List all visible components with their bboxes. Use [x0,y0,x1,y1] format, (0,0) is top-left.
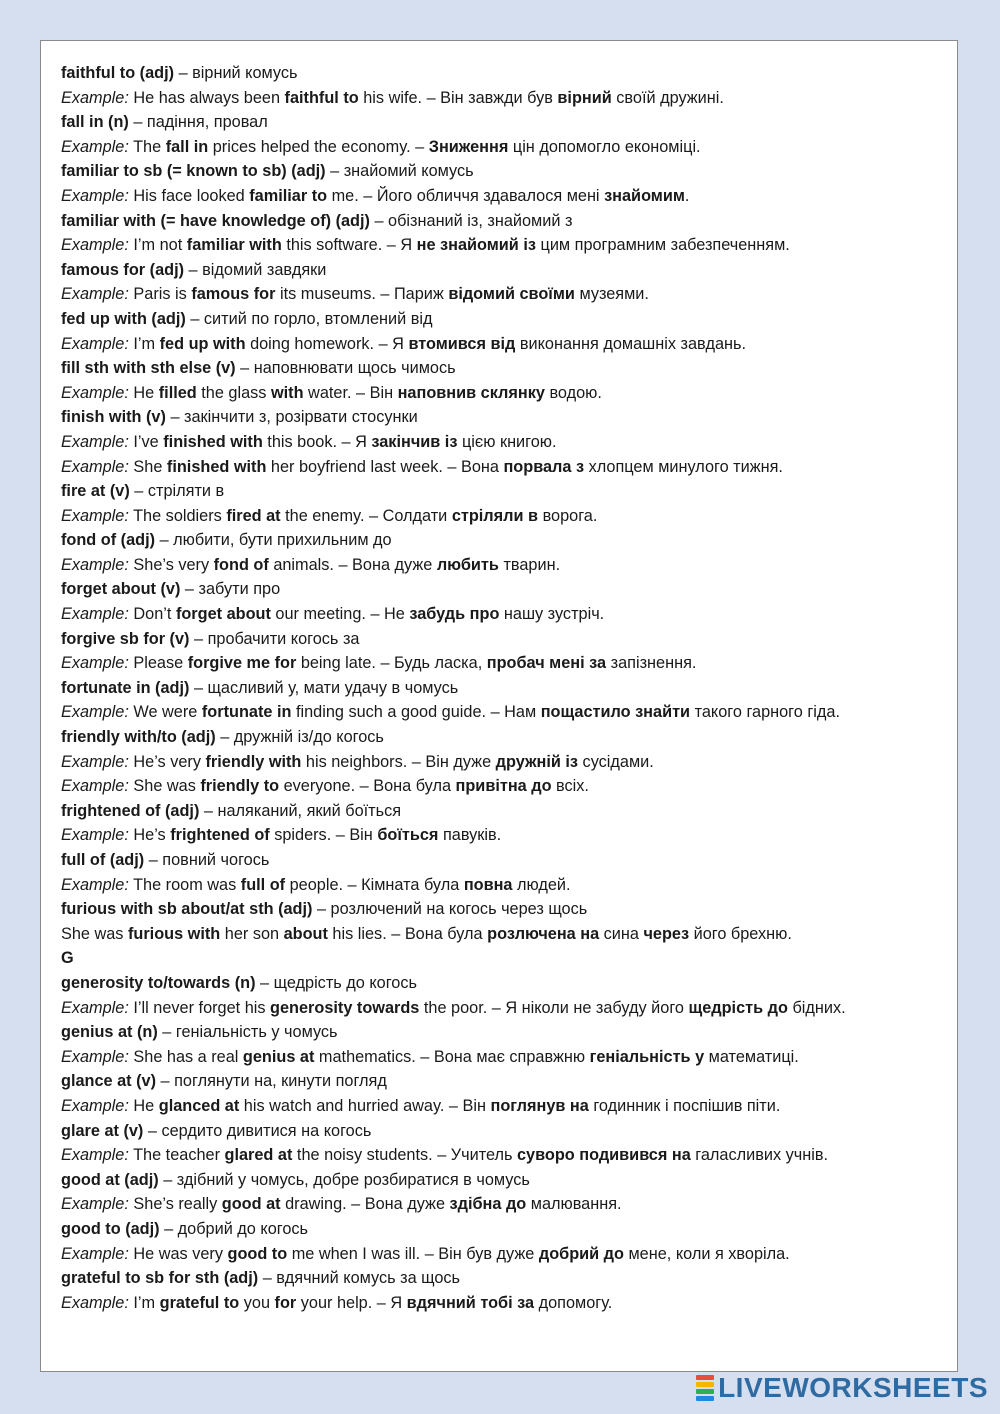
logo-stripe [696,1396,714,1401]
text-segment: people. – Кімната була [285,875,464,894]
example-line [61,750,947,775]
entry-line [61,946,947,971]
text-segment: – падіння, провал [128,113,268,132]
bold-term: fond of [213,555,269,574]
text-segment: We were [128,703,202,722]
text-segment: this software. – Я [281,236,417,255]
text-segment: запізнення. [606,654,697,673]
text-segment: his wife. – Він завжди був [358,88,558,107]
bold-term: забудь про [409,605,500,624]
example-label: Example: [61,1146,129,1165]
example-label: Example: [61,334,129,353]
text-segment: виконання домашніх завдань. [515,334,747,353]
bold-term: frightened of (adj) [61,801,200,820]
text-segment: Paris is [128,285,192,304]
text-segment: – здібний у чомусь, добре розбиратися в чомусь [158,1170,530,1189]
text-segment: – розлючений на когось через щось [312,900,588,919]
bold-term: щедрість до [688,998,788,1017]
bold-term: good to [227,1244,288,1263]
example-line [61,823,947,848]
bold-term: fire at (v) [61,482,130,501]
bold-term: G [61,949,74,968]
text-segment: its museums. – Париж [275,285,449,304]
text-segment: – обізнаний із, знайомий з [369,211,573,230]
text-segment: He has always been [128,88,285,107]
example-label: Example: [61,1096,129,1115]
bold-term: good at [221,1195,281,1214]
logo-stripe [696,1389,714,1394]
text-segment: – дружній із/до когось [215,728,384,747]
bold-term: fed up with (adj) [61,309,186,328]
bold-term: здібна до [449,1195,527,1214]
text-segment: She [128,457,167,476]
text-segment: her son [220,924,284,943]
bold-term: generosity to/towards (n) [61,973,256,992]
example-label: Example: [61,137,129,156]
text-segment: бідних. [787,998,846,1017]
example-label: Example: [61,186,129,205]
entry-line [61,159,947,184]
text-segment: She’s really [128,1195,222,1214]
entry-line [61,897,947,922]
text-segment: . [684,186,690,205]
text-segment: He’s [128,826,171,845]
bold-term: forget about [175,605,271,624]
entry-line [61,725,947,750]
example-line [61,86,947,111]
text-segment: Don’t [128,605,176,624]
example-line [61,602,947,627]
bold-term: fill sth with sth else (v) [61,359,236,378]
example-line [61,1242,947,1267]
example-line [61,504,947,529]
text-segment: His face looked [128,186,250,205]
text-segment: The [128,137,166,156]
entry-line [61,1069,947,1094]
text-segment: drawing. – Вона дуже [280,1195,450,1214]
entry-line [61,848,947,873]
text-segment: математиці. [704,1047,799,1066]
bold-term: вірний [557,88,612,107]
bold-term: геніальність у [589,1047,705,1066]
vocabulary-list [61,61,947,1315]
bold-term: fired at [226,506,281,525]
text-segment: I’ll never forget his [128,998,271,1017]
text-segment: everyone. – Вона була [279,777,456,796]
bold-term: good to (adj) [61,1219,160,1238]
text-segment: галасливих учнів. [690,1146,829,1165]
text-segment: – щедрість до когось [255,973,417,992]
bold-term: familiar with [186,236,282,255]
text-segment: павуків. [438,826,502,845]
text-segment: – наляканий, який боїться [199,801,402,820]
bold-term: furious with [127,924,221,943]
bold-term: finished with [163,432,263,451]
text-segment: – щасливий у, мати удачу в чомусь [189,678,459,697]
bold-term: fortunate in [201,703,292,722]
bold-term: friendly with/to (adj) [61,728,216,747]
bold-term: fall in (n) [61,113,129,132]
text-segment: the glass [196,383,271,402]
example-line [61,651,947,676]
text-segment: water. – Він [303,383,398,402]
bold-term: дружній із [495,752,579,771]
entry-line [61,110,947,135]
text-segment: малювання. [526,1195,622,1214]
text-segment: He [128,383,159,402]
example-line [61,233,947,258]
bold-term: frightened of [170,826,270,845]
bold-term: привітна до [455,777,552,796]
example-line [61,430,947,455]
example-line [61,553,947,578]
text-segment: – відомий завдяки [184,260,327,279]
text-segment: She was [61,924,128,943]
text-segment: this book. – Я [262,432,372,451]
text-segment: музеями. [574,285,649,304]
text-segment: I’ve [128,432,164,451]
entry-line [61,676,947,701]
bold-term: glared at [224,1146,293,1165]
text-segment: – пробачити когось за [189,629,360,648]
text-segment: всіх. [551,777,589,796]
bold-term: glance at (v) [61,1072,157,1091]
bold-term: full of (adj) [61,851,145,869]
text-segment: prices helped the economy. – [208,137,429,156]
bold-term: familiar to sb (= known to sb) (adj) [61,162,326,181]
bold-term: about [283,924,328,943]
bold-term: Зниження [428,137,509,156]
text-segment: you [239,1293,275,1312]
entry-line [61,971,947,996]
example-label: Example: [61,1244,129,1263]
bold-term: любить [436,555,499,574]
text-segment: his neighbors. – Він дуже [301,752,496,771]
bold-term: forgive sb for (v) [61,629,190,648]
bold-term: famous for [191,285,276,304]
bold-term: розлючена на [487,924,600,943]
text-segment: animals. – Вона дуже [268,555,437,574]
text-segment: тварин. [498,555,561,574]
text-segment: – повний чогось [144,851,270,869]
text-segment: – добрий до когось [159,1219,309,1238]
bold-term: glanced at [158,1096,240,1115]
bold-term: glare at (v) [61,1121,144,1140]
example-label: Example: [61,752,129,771]
example-label: Example: [61,826,129,845]
text-segment: The soldiers [128,506,227,525]
example-line [61,455,947,480]
text-segment: doing homework. – Я [245,334,409,353]
text-segment: – наповнювати щось чимось [235,359,456,378]
bold-term: суворо подивився на [517,1146,691,1165]
text-segment: – закінчити з, розірвати стосунки [165,408,418,427]
text-segment: годинник і поспішив піти. [588,1096,781,1115]
text-segment: He’s very [128,752,206,771]
bold-term: grateful to [159,1293,240,1312]
text-segment: – забути про [180,580,281,599]
bold-term: пощастило знайти [540,703,691,722]
text-segment: водою. [544,383,602,402]
example-label: Example: [61,875,129,894]
text-segment: – геніальність у чомусь [157,1023,338,1042]
bold-term: відомий своїми [448,285,575,304]
text-segment: The room was [128,875,241,894]
bold-term: furious with sb about/at sth (adj) [61,900,313,919]
text-segment: – вірний комусь [174,64,298,82]
example-line [61,873,947,898]
bold-term: faithful to (adj) [61,64,175,82]
entry-line [61,61,947,86]
bold-term: friendly to [200,777,280,796]
example-label: Example: [61,703,129,722]
bold-term: familiar to [249,186,328,205]
entry-line [61,1266,947,1291]
example-label: Example: [61,432,129,451]
bold-term: grateful to sb for sth (adj) [61,1269,259,1288]
example-label: Example: [61,1293,129,1312]
text-segment: нашу зустріч. [499,605,605,624]
footer-brand [696,1372,988,1404]
text-segment: He [128,1096,159,1115]
text-segment: – вдячний комусь за щось [258,1269,461,1288]
example-label: Example: [61,88,129,107]
example-line [61,700,947,725]
text-segment: I’m [128,334,160,353]
bold-term: fortunate in (adj) [61,678,190,697]
text-segment: I’m [128,1293,160,1312]
bold-term: generosity towards [270,998,420,1017]
text-segment: сина [599,924,644,943]
bold-term: порвала з [503,457,585,476]
bold-term: знайомим [604,186,685,205]
example-label: Example: [61,457,129,476]
text-segment: цим програмним забезпеченням. [535,236,790,255]
text-segment: finding such a good guide. – Нам [291,703,541,722]
bold-term: стріляли в [451,506,539,525]
entry-line [61,1168,947,1193]
bold-term: good at (adj) [61,1170,159,1189]
bold-term: full of [240,875,286,894]
entry-line [61,1119,947,1144]
text-segment: She’s very [128,555,214,574]
bold-term: with [270,383,304,402]
text-segment: her boyfriend last week. – Вона [266,457,504,476]
bold-term: forgive me for [187,654,297,673]
entry-line [61,922,947,947]
text-segment: being late. – Будь ласка, [296,654,487,673]
text-segment: допомогу. [534,1293,613,1312]
text-segment: mathematics. – Вона має справжню [314,1047,590,1066]
text-segment: цін допомогло економіці. [508,137,701,156]
text-segment: spiders. – Він [269,826,378,845]
bold-term: добрий до [538,1244,624,1263]
worksheet-page [40,40,958,1372]
entry-line [61,1020,947,1045]
example-label: Example: [61,654,129,673]
example-line [61,184,947,209]
example-line [61,996,947,1021]
entry-line [61,627,947,652]
text-segment: me. – Його обличчя здавалося мені [327,186,605,205]
text-segment: – ситий по горло, втомлений від [185,309,433,328]
example-label: Example: [61,777,129,796]
text-segment: the noisy students. – Учитель [292,1146,517,1165]
text-segment: his lies. – Вона була [327,924,488,943]
bold-term: поглянув на [490,1096,589,1115]
text-segment: me when I was ill. – Він був дуже [287,1244,539,1263]
bold-term: боїться [377,826,439,845]
bold-term: пробач мені за [486,654,607,673]
bold-term: familiar with (= have knowledge of) (adj) [61,211,370,230]
text-segment: хлопцем минулого тижня. [584,457,783,476]
example-line [61,332,947,357]
text-segment: цією книгою. [457,432,557,451]
bold-term: forget about (v) [61,580,181,599]
example-line [61,1143,947,1168]
text-segment: мене, коли я хворіла. [623,1244,790,1263]
text-segment: такого гарного гіда. [690,703,840,722]
bold-term: genius at [242,1047,315,1066]
example-label: Example: [61,1047,129,1066]
entry-line [61,799,947,824]
example-label: Example: [61,506,129,525]
example-line [61,774,947,799]
bold-term: filled [158,383,197,402]
text-segment: our meeting. – Не [270,605,410,624]
bold-term: for [274,1293,297,1312]
text-segment: She has a real [128,1047,243,1066]
brand-name: LIVEWORKSHEETS [718,1372,988,1403]
text-segment: – стріляти в [129,482,225,501]
logo-stripe [696,1382,714,1387]
text-segment: She was [128,777,201,796]
logo-stripe [696,1375,714,1380]
example-line [61,1094,947,1119]
entry-line [61,479,947,504]
example-label: Example: [61,236,129,255]
bold-term: finished with [166,457,267,476]
text-segment: I’m not [128,236,187,255]
bold-term: fond of (adj) [61,531,156,550]
example-label: Example: [61,1195,129,1214]
entry-line [61,1217,947,1242]
text-segment: – поглянути на, кинути погляд [156,1072,387,1091]
text-segment: your help. – Я [296,1293,407,1312]
example-line [61,381,947,406]
bold-term: вдячний тобі за [406,1293,535,1312]
bold-term: втомився від [408,334,516,353]
bold-term: закінчив із [371,432,458,451]
example-label: Example: [61,285,129,304]
text-segment: his watch and hurried away. – Він [239,1096,491,1115]
bold-term: fall in [165,137,209,156]
bold-term: faithful to [284,88,359,107]
text-segment: ворога. [538,506,598,525]
text-segment: його брехню. [689,924,792,943]
entry-line [61,209,947,234]
text-segment: – знайомий комусь [325,162,474,181]
liveworksheets-logo-icon [696,1375,714,1401]
example-label: Example: [61,383,129,402]
example-label: Example: [61,998,129,1017]
text-segment: The teacher [128,1146,225,1165]
bold-term: genius at (n) [61,1023,158,1042]
example-line [61,135,947,160]
entry-line [61,356,947,381]
bold-term: famous for (adj) [61,260,185,279]
bold-term: повна [463,875,513,894]
bold-term: через [643,924,690,943]
entry-line [61,258,947,283]
bold-term: не знайомий із [416,236,536,255]
text-segment: Please [128,654,188,673]
bold-term: friendly with [205,752,302,771]
bold-term: finish with (v) [61,408,166,427]
entry-line [61,577,947,602]
text-segment: the poor. – Я ніколи не забуду його [419,998,689,1017]
entry-line [61,307,947,332]
text-segment: – сердито дивитися на когось [143,1121,372,1140]
text-segment: the enemy. – Солдати [280,506,452,525]
entry-line [61,405,947,430]
example-line [61,1291,947,1316]
text-segment: сусідами. [578,752,654,771]
example-line [61,282,947,307]
text-segment: своїй дружині. [611,88,724,107]
text-segment: He was very [128,1244,228,1263]
text-segment: – любити, бути прихильним до [155,531,392,550]
example-label: Example: [61,555,129,574]
example-line [61,1045,947,1070]
example-line [61,1192,947,1217]
entry-line [61,528,947,553]
bold-term: fed up with [159,334,246,353]
bold-term: наповнив склянку [397,383,545,402]
text-segment: людей. [512,875,571,894]
example-label: Example: [61,605,129,624]
